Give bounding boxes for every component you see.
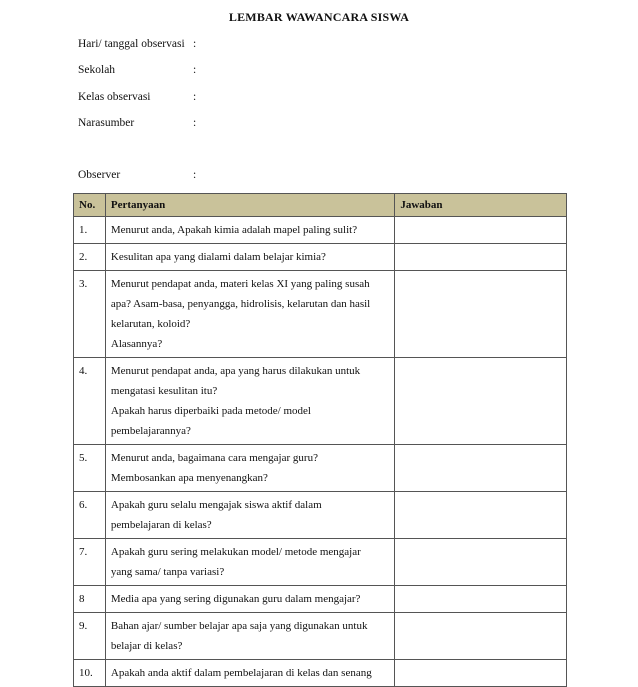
answer-cell: [395, 244, 567, 271]
row-question: [105, 445, 394, 492]
table-row: [74, 358, 567, 445]
answer-cell: [395, 445, 567, 492]
question-line: pembelajaran di kelas?: [110, 519, 212, 531]
table-header-row: [74, 194, 567, 217]
question-line: Bahan ajar/ sumber belajar apa saja yang digunakan untuk: [110, 620, 368, 632]
row-question: [105, 660, 394, 687]
field-colon: :: [193, 38, 197, 50]
header-no: No.: [74, 194, 106, 217]
row-question: [105, 358, 394, 445]
answer-cell: [395, 271, 567, 358]
question-line: Media apa yang sering digunakan guru dalam mengajar?: [110, 593, 361, 605]
field-colon: :: [193, 91, 197, 103]
answer-cell: [395, 492, 567, 539]
row-question: [105, 586, 394, 613]
answer-cell: [395, 539, 567, 586]
field-label: Sekolah: [78, 64, 116, 76]
question-line: Menurut anda, bagaimana cara mengajar guru?: [110, 452, 318, 464]
field-colon: :: [193, 64, 197, 76]
row-number: 5.: [74, 445, 106, 492]
row-question: [105, 217, 394, 244]
question-line: Kesulitan apa yang dialami dalam belajar kimia?: [110, 251, 326, 263]
field-label: Narasumber: [78, 117, 135, 129]
table-row: [74, 613, 567, 660]
question-line: Apakah anda aktif dalam pembelajaran di kelas dan senang: [110, 667, 372, 679]
table-row: [74, 445, 567, 492]
field-narasumber: [78, 117, 196, 129]
question-line: Menurut pendapat anda, apa yang harus dilakukan untuk: [110, 365, 361, 377]
question-line: Membosankan apa menyenangkan?: [110, 472, 268, 484]
field-sekolah: [78, 64, 196, 76]
row-number: 9.: [74, 613, 106, 660]
question-line: kelarutan, koloid?: [110, 318, 191, 330]
row-number: 3.: [74, 271, 106, 358]
row-number: 2.: [74, 244, 106, 271]
row-question: [105, 539, 394, 586]
question-line: pembelajarannya?: [110, 425, 191, 437]
question-line: Apakah guru sering melakukan model/ metode mengajar: [110, 546, 361, 558]
table-row: [74, 271, 567, 358]
question-line: Apakah harus diperbaiki pada metode/ model: [110, 405, 311, 417]
question-line: Apakah guru selalu mengajak siswa aktif dalam: [110, 499, 322, 511]
field-colon: :: [193, 117, 197, 129]
row-number: 6.: [74, 492, 106, 539]
row-number: 1.: [74, 217, 106, 244]
question-line: Menurut anda, Apakah kimia adalah mapel paling sulit?: [110, 224, 358, 236]
row-number: 4.: [74, 358, 106, 445]
table-row: [74, 217, 567, 244]
table-row: [74, 586, 567, 613]
header-question: Pertanyaan: [105, 194, 394, 217]
row-number: 8: [74, 586, 106, 613]
field-kelas-observasi: [78, 91, 196, 103]
row-number: 10.: [74, 660, 106, 687]
table-row: [74, 244, 567, 271]
answer-cell: [395, 586, 567, 613]
field-label: Observer: [78, 169, 121, 181]
question-line: Alasannya?: [110, 338, 163, 350]
answer-cell: [395, 613, 567, 660]
field-observer: [78, 169, 196, 181]
field-colon: :: [193, 169, 197, 181]
header-answer: Jawaban: [395, 194, 567, 217]
answer-cell: [395, 660, 567, 687]
answer-cell: [395, 217, 567, 244]
row-question: [105, 244, 394, 271]
interview-table: [73, 193, 567, 687]
question-line: yang sama/ tanpa variasi?: [110, 566, 225, 578]
question-line: mengatasi kesulitan itu?: [110, 385, 218, 397]
question-line: apa? Asam-basa, penyangga, hidrolisis, kelarutan dan hasil: [110, 298, 371, 310]
answer-cell: [395, 358, 567, 445]
question-line: Menurut pendapat anda, materi kelas XI yang paling susah: [110, 278, 370, 290]
field-label: Hari/ tanggal observasi: [78, 38, 185, 50]
field-hari-tanggal: [78, 38, 196, 50]
table-row: [74, 492, 567, 539]
field-label: Kelas observasi: [78, 91, 151, 103]
row-question: [105, 271, 394, 358]
row-number: 7.: [74, 539, 106, 586]
row-question: [105, 613, 394, 660]
table-row: [74, 660, 567, 687]
document-title: LEMBAR WAWANCARA SISWA: [228, 10, 410, 24]
table-row: [74, 539, 567, 586]
row-question: [105, 492, 394, 539]
question-line: belajar di kelas?: [110, 640, 183, 652]
